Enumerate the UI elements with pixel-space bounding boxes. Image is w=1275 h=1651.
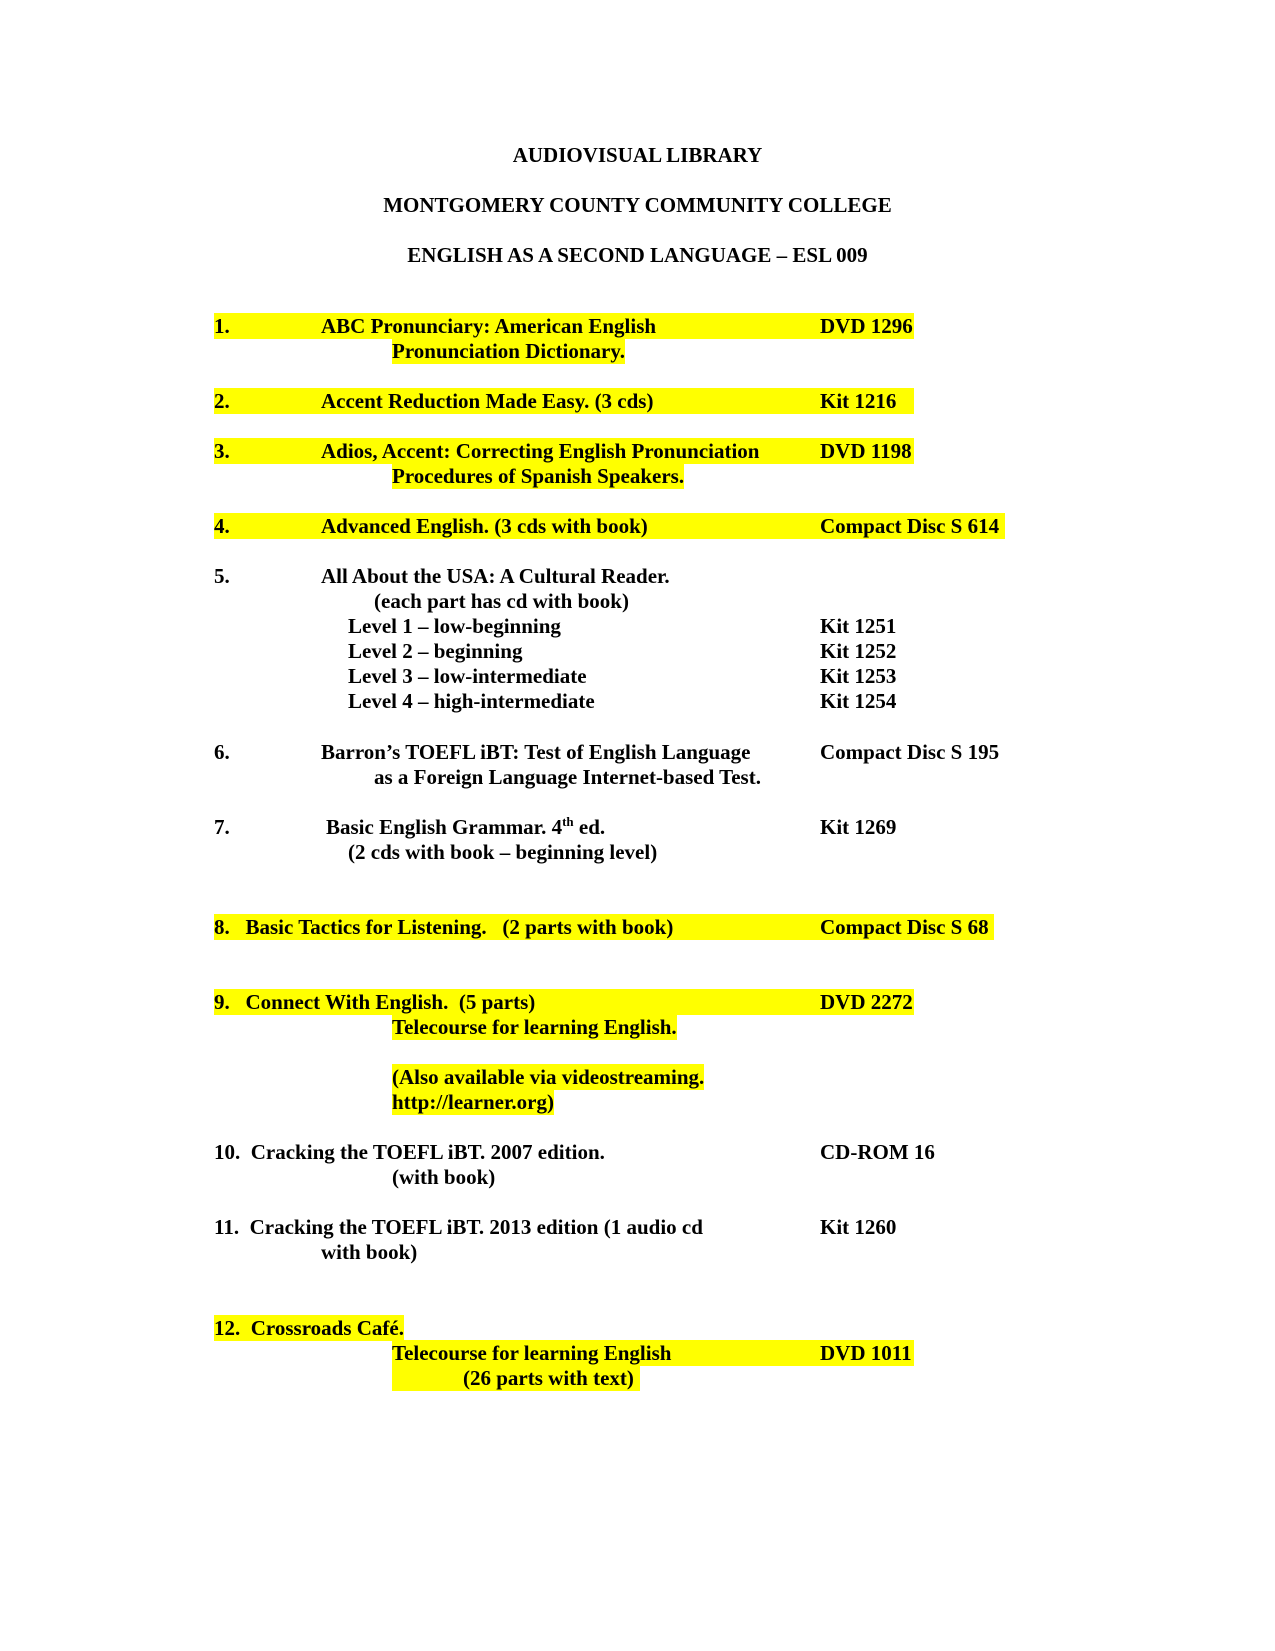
entry-2-call-number: Kit 1216: [820, 389, 897, 413]
entry-2-title: Accent Reduction Made Easy. (3 cds): [321, 389, 654, 413]
entry-6-call-number: Compact Disc S 195: [820, 740, 1000, 764]
entry-9-title: 9. Connect With English. (5 parts): [214, 990, 536, 1014]
entry-5-level-3: Level 3 – low-intermediate: [348, 664, 587, 688]
header-line-library: AUDIOVISUAL LIBRARY: [512, 143, 763, 167]
entry-12-parts: (26 parts with text): [463, 1366, 634, 1390]
entry-5-level-1: Level 1 – low-beginning: [348, 614, 561, 638]
entry-11-call-number: Kit 1260: [820, 1215, 897, 1239]
entry-6-number: 6.: [214, 740, 230, 764]
entry-11-title-cont: with book): [321, 1240, 418, 1264]
entry-1-call-number: DVD 1296: [820, 314, 913, 338]
entry-1-highlight: [214, 313, 914, 339]
entry-7-title-cont: (2 cds with book – beginning level): [348, 840, 658, 864]
entry-8-highlight: [214, 914, 994, 940]
entry-3-title-cont: Procedures of Spanish Speakers.: [392, 464, 685, 488]
entry-5-title: All About the USA: A Cultural Reader.: [321, 564, 670, 588]
entry-5-title-cont: (each part has cd with book): [374, 589, 629, 613]
entry-5-level-2: Level 2 – beginning: [348, 639, 523, 663]
entry-1-title-cont: Pronunciation Dictionary.: [392, 339, 625, 363]
entry-7-title: Basic English Grammar. 4th ed.: [326, 814, 606, 839]
entry-10-title: 10. Cracking the TOEFL iBT. 2007 edition.: [214, 1140, 605, 1164]
entry-12-title: 12. Crossroads Café.: [214, 1316, 404, 1340]
entry-3-call-number: DVD 1198: [820, 439, 912, 463]
entry-4-number: 4.: [214, 514, 230, 538]
entry-3-number: 3.: [214, 439, 230, 463]
entry-7-call-number: Kit 1269: [820, 815, 897, 839]
entry-4-title: Advanced English. (3 cds with book): [321, 514, 648, 538]
entry-11-title: 11. Cracking the TOEFL iBT. 2013 edition (1 audio cd: [214, 1215, 703, 1239]
entry-5-level-1-call: Kit 1251: [820, 614, 897, 638]
entry-8-title: 8. Basic Tactics for Listening. (2 parts with book): [214, 915, 674, 939]
entry-12-highlight: [392, 1340, 914, 1366]
entry-9-title-cont: Telecourse for learning English.: [392, 1015, 677, 1039]
entry-2-number: 2.: [214, 389, 230, 413]
entry-1-title: ABC Pronunciary: American English: [321, 314, 657, 338]
entry-6-title-cont: as a Foreign Language Internet-based Test.: [374, 765, 761, 789]
entry-5-level-4-call: Kit 1254: [820, 689, 897, 713]
entry-9-highlight: [214, 989, 914, 1015]
entry-5-level-2-call: Kit 1252: [820, 639, 897, 663]
entry-3-highlight: [214, 438, 914, 464]
entry-3-title: Adios, Accent: Correcting English Pronunciation: [321, 439, 760, 463]
entry-9-link[interactable]: http://learner.org): [392, 1090, 554, 1114]
entry-9-note: (Also available via videostreaming.: [392, 1065, 705, 1089]
entry-7-number: 7.: [214, 815, 230, 839]
entry-5-number: 5.: [214, 564, 230, 588]
entry-12-parts-highlight: [392, 1365, 640, 1391]
entry-12-title-cont: Telecourse for learning English: [392, 1341, 672, 1365]
entry-4-highlight: [214, 513, 1005, 539]
header-line-course: ENGLISH AS A SECOND LANGUAGE – ESL 009: [407, 243, 868, 267]
entry-12-call-number: DVD 1011: [820, 1341, 912, 1365]
entry-4-call-number: Compact Disc S 614: [820, 514, 1000, 538]
entry-10-title-cont: (with book): [392, 1165, 496, 1189]
entry-9-call-number: DVD 2272: [820, 990, 913, 1014]
entry-6-title: Barron’s TOEFL iBT: Test of English Language: [321, 740, 751, 764]
header-line-college: MONTGOMERY COUNTY COMMUNITY COLLEGE: [383, 193, 892, 217]
entry-1-number: 1.: [214, 314, 230, 338]
entry-8-call-number: Compact Disc S 68: [820, 915, 989, 939]
entry-5-level-4: Level 4 – high-intermediate: [348, 689, 595, 713]
entry-7-title-superscript: th: [562, 814, 574, 829]
entry-10-call-number: CD-ROM 16: [820, 1140, 935, 1164]
entry-2-highlight: [214, 388, 914, 414]
entry-5-level-3-call: Kit 1253: [820, 664, 897, 688]
